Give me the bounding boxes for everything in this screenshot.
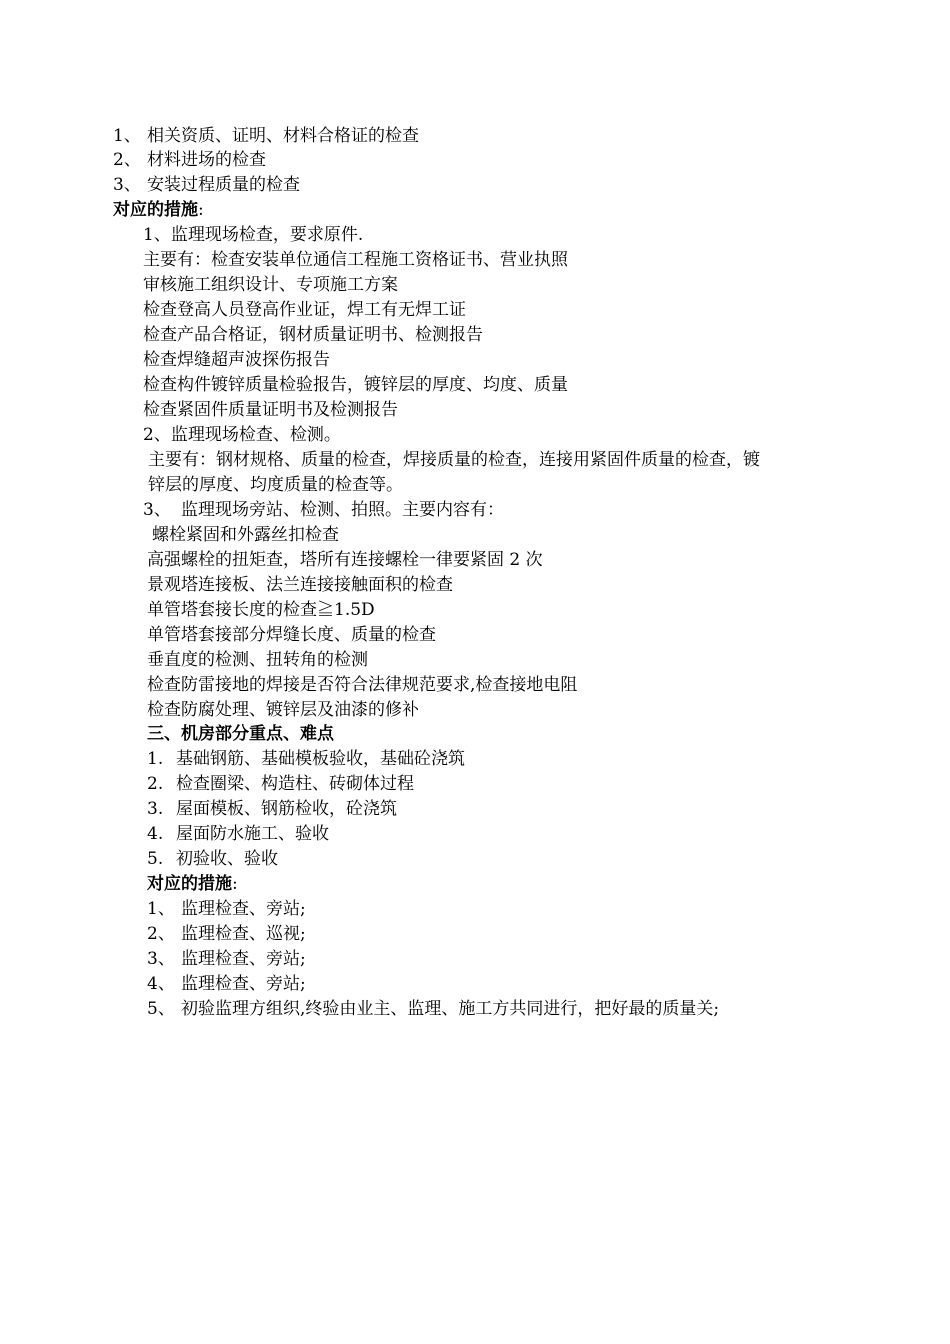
list-text: 监理检查、旁站; [181,974,306,994]
list-item [147,897,306,921]
section-number: 3、 [143,500,171,520]
list-item: 检查产品合格证，钢材质量证明书、检测报告 [143,325,483,345]
list-number: 2. [147,774,164,794]
list-number: 1、 [113,126,141,146]
measures-heading-text: 对应的措施 [147,874,232,894]
list-item [147,997,719,1021]
list-number: 5、 [147,999,175,1019]
list-number: 1、 [147,899,175,919]
list-text: 初验监理方组织,终验由业主、监理、施工方共同进行，把好最的质量关; [181,999,720,1019]
list-number: 3、 [113,175,141,195]
list-number: 4、 [147,974,175,994]
list-text: 屋面模板、钢筋检收，砼浇筑 [176,799,397,819]
list-item [147,972,306,996]
list-text: 检查圈梁、构造柱、砖砌体过程 [176,774,414,794]
list-item [147,747,465,771]
measures-heading-text: 对应的措施 [113,200,198,220]
section-title: 1、监理现场检查，要求原件. [143,225,364,245]
list-text: 相关资质、证明、材料合格证的检查 [147,126,419,146]
paragraph-line: 锌层的厚度、均度质量的检查等。 [148,475,403,495]
list-text: 屋面防水施工、验收 [176,824,329,844]
measures-heading-colon: : [232,874,238,894]
list-number: 4. [147,824,164,844]
list-item: 垂直度的检测、扭转角的检测 [147,650,368,670]
list-text: 初验收、验收 [176,849,278,869]
list-item: 审核施工组织设计、专项施工方案 [143,275,398,295]
list-item: 螺栓紧固和外露丝扣检查 [152,525,339,545]
list-item [147,947,306,971]
list-number: 3、 [147,949,175,969]
list-number: 3. [147,799,164,819]
list-item: 检查防雷接地的焊接是否符合法律规范要求,检查接地电阻 [147,675,578,695]
section-heading: 三、机房部分重点、难点 [147,724,334,744]
list-item: 检查焊缝超声波探伤报告 [143,350,330,370]
list-number: 5. [147,849,164,869]
list-text: 监理检查、旁站; [181,949,306,969]
measures-heading [113,198,204,222]
list-number: 2、 [147,924,175,944]
list-item [113,173,300,197]
list-item: 主要有：检查安装单位通信工程施工资格证书、营业执照 [143,250,568,270]
list-item [113,124,419,148]
list-item: 检查登高人员登高作业证，焊工有无焊工证 [143,300,466,320]
list-item: 单管塔套接长度的检查≧1.5D [147,600,375,620]
list-item: 单管塔套接部分焊缝长度、质量的检查 [147,625,436,645]
list-number: 1. [147,749,164,769]
list-item: 检查紧固件质量证明书及检测报告 [143,400,398,420]
list-item [147,772,414,796]
list-text: 监理检查、旁站; [181,899,306,919]
list-item: 检查防腐处理、镀锌层及油漆的修补 [147,700,419,720]
paragraph-line: 主要有：钢材规格、质量的检查，焊接质量的检查，连接用紧固件质量的检查，镀 [148,450,760,470]
section-title: 2、监理现场检查、检测。 [143,425,341,445]
list-text: 材料进场的检查 [147,150,266,170]
list-item: 景观塔连接板、法兰连接接触面积的检查 [147,575,453,595]
list-text: 监理检查、巡视; [181,924,306,944]
section-title [143,498,504,522]
list-number: 2、 [113,150,141,170]
list-item [147,797,397,821]
list-text: 基础钢筋、基础模板验收，基础砼浇筑 [176,749,465,769]
measures-heading-colon: : [198,200,204,220]
section-title-text: 监理现场旁站、检测、拍照。主要内容有： [181,500,504,520]
list-item [147,922,306,946]
list-item [147,847,278,871]
list-item [147,822,329,846]
list-item [113,148,266,172]
list-text: 安装过程质量的检查 [147,175,300,195]
list-item: 检查构件镀锌质量检验报告，镀锌层的厚度、均度、质量 [143,375,568,395]
list-item: 高强螺栓的扭矩查，塔所有连接螺栓一律要紧固 2 次 [147,550,543,570]
measures-heading [147,872,238,896]
